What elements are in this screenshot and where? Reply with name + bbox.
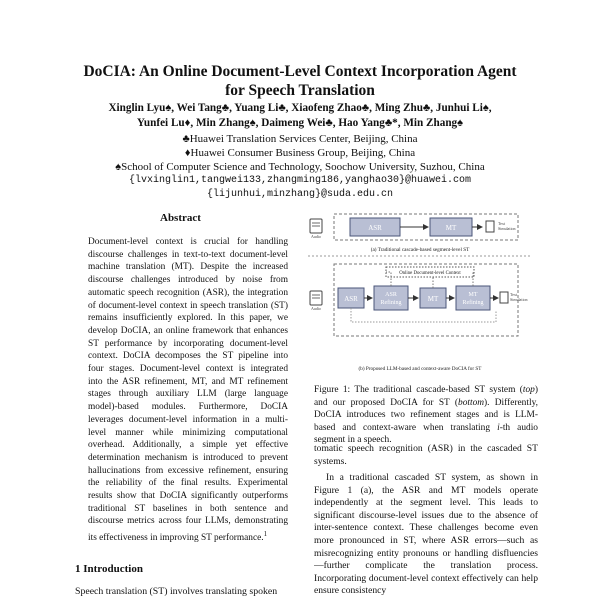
- caption-part-3: ). Differently, DoCIA introduces two refinement stages and is LLM-based and context-aware when translating: [314, 397, 539, 433]
- email-line-2: {lijunhui,minzhang}@suda.edu.cn: [206, 189, 394, 200]
- right-column-continuation: tomatic speech recognition (ASR) in the cascaded ST systems.: [314, 443, 538, 467]
- authors-line-2: Yunfei Lu♦, Min Zhang♠, Daimeng Wei♣, Hao Yang♣*, Min Zhang♠: [136, 117, 464, 129]
- abstract-heading: Abstract: [160, 212, 201, 224]
- asr-refining-label-1: ASR: [385, 292, 397, 298]
- introduction-heading: 1 Introduction: [75, 563, 143, 575]
- text-output-icon-a: [486, 221, 494, 232]
- audio-label-a: Audio: [311, 234, 321, 239]
- mt-refining-box: [456, 286, 490, 310]
- text-output-icon-b: [500, 292, 508, 303]
- asr-refining-box: [374, 286, 408, 310]
- figure-1: [306, 212, 534, 380]
- mt-label-b: MT: [427, 295, 439, 303]
- title-line-1: DoCIA: An Online Document-Level Context Incorporation Agent: [83, 63, 517, 80]
- caption-bottom: bottom: [458, 397, 485, 408]
- abstract-body: Document-level context is crucial for handling discourse challenges in text-to-text document-level machine translation (MT). Despite the increased discourse challenges introduced by noise from automatic speech recognition (ASR), the integration of document-level context in speech translation (ST) remains insufficiently explored. In this paper, we develop DoCIA, an online framework that enhances ST performance by incorporating document-level context. DoCIA decomposes the ST pipeline into four stages. Document-level context is integrated into the ASR refinement, MT, and MT refinement stages through auxiliary LLM (large language model)-based modules. Furthermore, DoCIA leverages document-level information in a multi-level manner while minimizing computational overhead. Additionally, a simple yet effective determination mechanism is introduced to prevent hallucinations from excessive refinement, ensuring the reliability of the final results. Experimental results show that DoCIA significantly outperforms traditional ST baselines in both sentence and discourse metrics across four LLMs, demonstrating its effectiveness in improving ST performance.: [88, 237, 288, 544]
- affiliation-1: ♣Huawei Translation Services Center, Beijing, China: [182, 133, 418, 145]
- output-label-a-2: Simulation: [498, 226, 516, 231]
- paper-title: [0, 62, 600, 100]
- caption-part-1: Figure 1: The traditional cascade-based ST system (: [314, 385, 523, 395]
- title-line-2: for Speech Translation: [225, 82, 375, 99]
- output-label-a-1: Text: [498, 221, 506, 226]
- subcaption-b: (b) Proposed LLM-based and context-aware DoCIA for ST: [358, 366, 482, 372]
- audio-label-b: Audio: [311, 306, 321, 311]
- abstract-text: [88, 236, 288, 545]
- subcaption-a: (a) Traditional cascade-based segment-level ST: [370, 247, 470, 253]
- output-label-b-1: Text: [510, 292, 518, 297]
- authors-line-1: Xinglin Lyu♠, Wei Tang♣, Yuang Li♣, Xiaofeng Zhao♣, Ming Zhu♣, Junhui Li♠,: [108, 102, 492, 114]
- caption-part-2: ) and our proposed DoCIA for ST (: [314, 385, 538, 408]
- affiliation-2: ♦Huawei Consumer Business Group, Beijing, China: [184, 147, 416, 159]
- mt-label-a: MT: [445, 224, 457, 232]
- affiliation-3: ♠School of Computer Science and Technology, Soochow University, Suzhou, China: [115, 161, 485, 173]
- caption-top: top: [522, 385, 535, 395]
- asr-label-a: ASR: [368, 224, 382, 232]
- audio-icon-a: [310, 219, 322, 233]
- footnote-mark: 1: [263, 530, 268, 539]
- mt-refining-label-1: MT: [468, 292, 478, 298]
- right-column-paragraph: In a traditional cascaded ST system, as shown in Figure 1 (a), the ASR and MT models operate independently at the segment level. This leads to significant discourse-level issues due to the absence of inter-sentence context. These challenges become even more pronounced in ST, where ASR errors—such as misrecognizing entity pronouns or handling disfluencies—further complicate the translation process. Incorporating document-level context effectively can help ensure consistency: [314, 472, 538, 597]
- caption-part-4: -th audio segment in a speech.: [314, 422, 538, 446]
- audio-icon-b: [310, 291, 322, 305]
- figure-caption: [314, 384, 538, 447]
- email-line-1: {lvxinglin1,tangwei133,zhangming186,yanghao30}@huawei.com: [128, 175, 472, 186]
- asr-refining-label-2: Refining: [380, 300, 402, 306]
- output-label-b-2: Simulation: [510, 297, 528, 302]
- caption-index: i: [497, 422, 500, 433]
- introduction-text: Speech translation (ST) involves translating spoken: [75, 586, 278, 597]
- mt-refining-label-2: Refining: [462, 300, 484, 306]
- author-list: [40, 101, 560, 131]
- context-label: Online Document-level Context: [399, 271, 461, 276]
- asr-label-b: ASR: [344, 295, 358, 303]
